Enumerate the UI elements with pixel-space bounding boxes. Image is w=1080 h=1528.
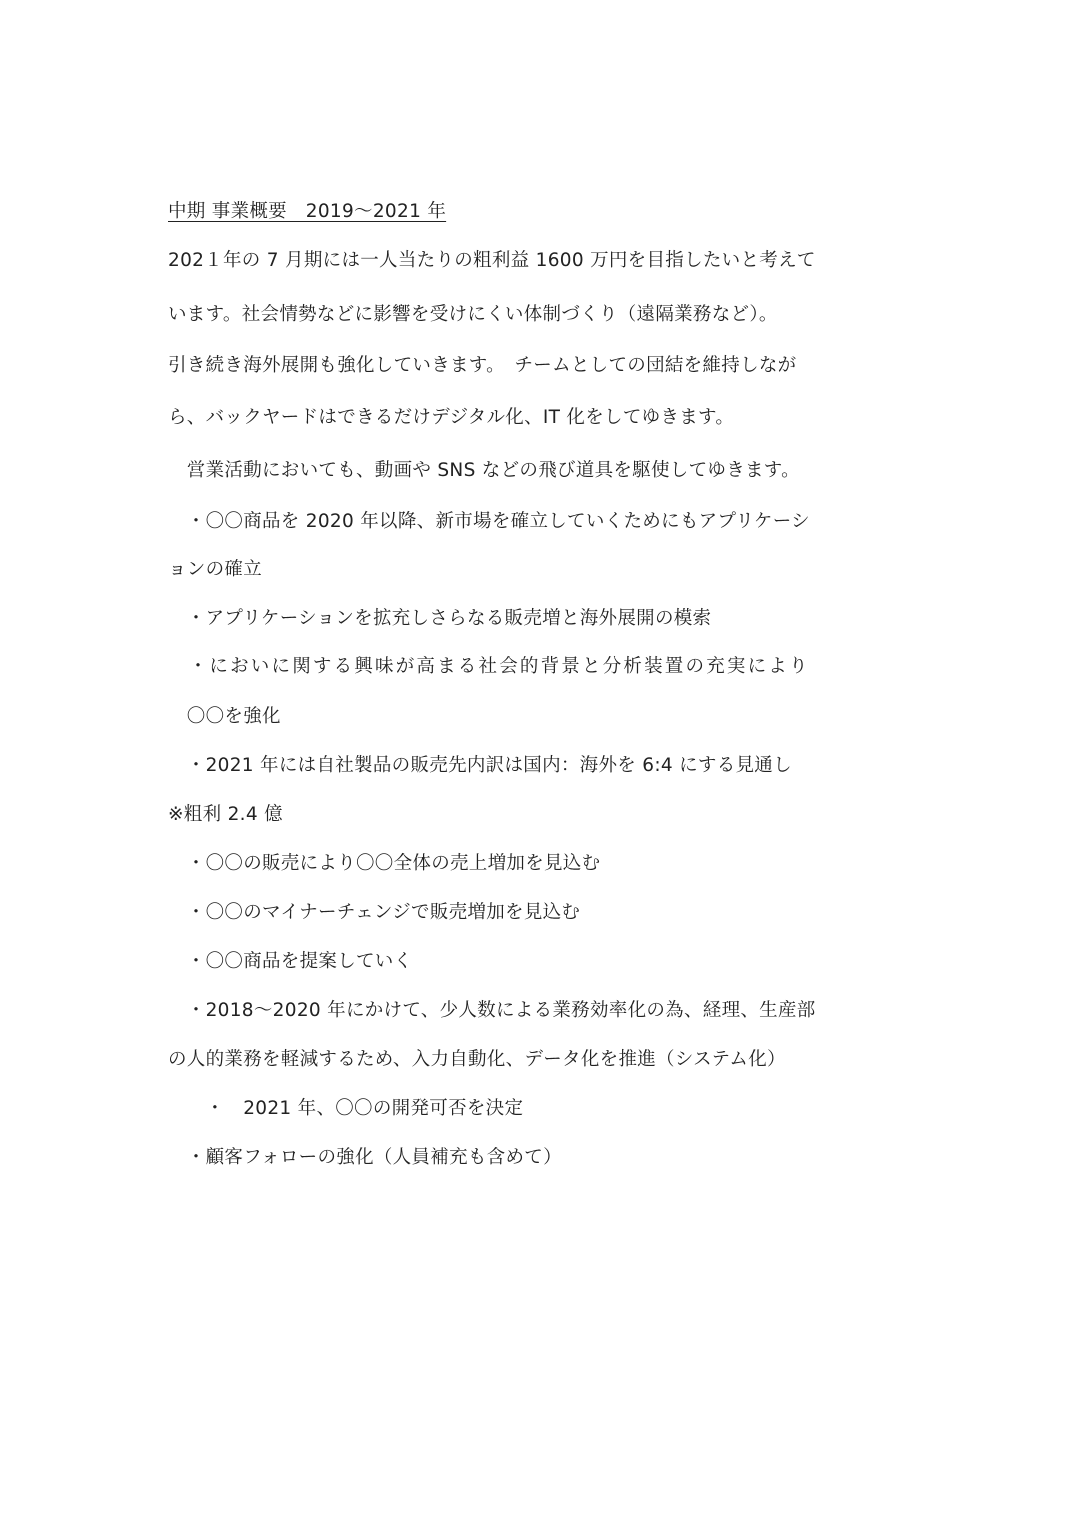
list-item: ・2018～2020 年にかけて、少人数による業務効率化の為、経理、生産部 bbox=[168, 1000, 816, 1021]
document-title: 中期 事業概要 2019～2021 年 bbox=[168, 201, 447, 222]
list-item: ・〇〇のマイナーチェンジで販売増加を見込む bbox=[168, 902, 581, 923]
list-item: ・2021 年には自社製品の販売先内訳は国内：海外を 6:4 にする見通し bbox=[168, 755, 792, 776]
list-item: ・〇〇の販売により〇〇全体の売上増加を見込む bbox=[168, 853, 601, 874]
list-item: ・ 2021 年、〇〇の開発可否を決定 bbox=[168, 1098, 524, 1119]
list-item: ・アプリケーションを拡充しさらなる販売増と海外展開の模索 bbox=[168, 608, 712, 629]
body-line: 202１年の 7 月期には一人当たりの粗利益 1600 万円を目指したいと考えて bbox=[168, 250, 816, 271]
list-item: ・〇〇商品を 2020 年以降、新市場を確立していくためにもアプリケーシ bbox=[168, 511, 810, 532]
body-line: います。社会情勢などに影響を受けにくい体制づくり（遠隔業務など）。 bbox=[168, 304, 778, 325]
list-item: ・においに関する興味が高まる社会的背景と分析装置の充実により bbox=[168, 656, 810, 677]
body-line: 引き続き海外展開も強化していきます。 チームとしての団結を維持しなが bbox=[168, 355, 797, 376]
note-line: ※粗利 2.4 億 bbox=[168, 804, 283, 825]
list-item-continuation: の人的業務を軽減するため、入力自動化、データ化を推進（システム化） bbox=[168, 1049, 786, 1070]
list-item: ・〇〇商品を提案していく bbox=[168, 951, 413, 972]
body-line: 営業活動においても、動画や SNS などの飛び道具を駆使してゆきます。 bbox=[168, 460, 800, 481]
list-item: ・顧客フォローの強化（人員補充も含めて） bbox=[168, 1147, 562, 1168]
body-line: ら、バックヤードはできるだけデジタル化、IT 化をしてゆきます。 bbox=[168, 407, 735, 428]
list-item-continuation: 〇〇を強化 bbox=[168, 706, 281, 727]
list-item-continuation: ョンの確立 bbox=[168, 559, 263, 580]
